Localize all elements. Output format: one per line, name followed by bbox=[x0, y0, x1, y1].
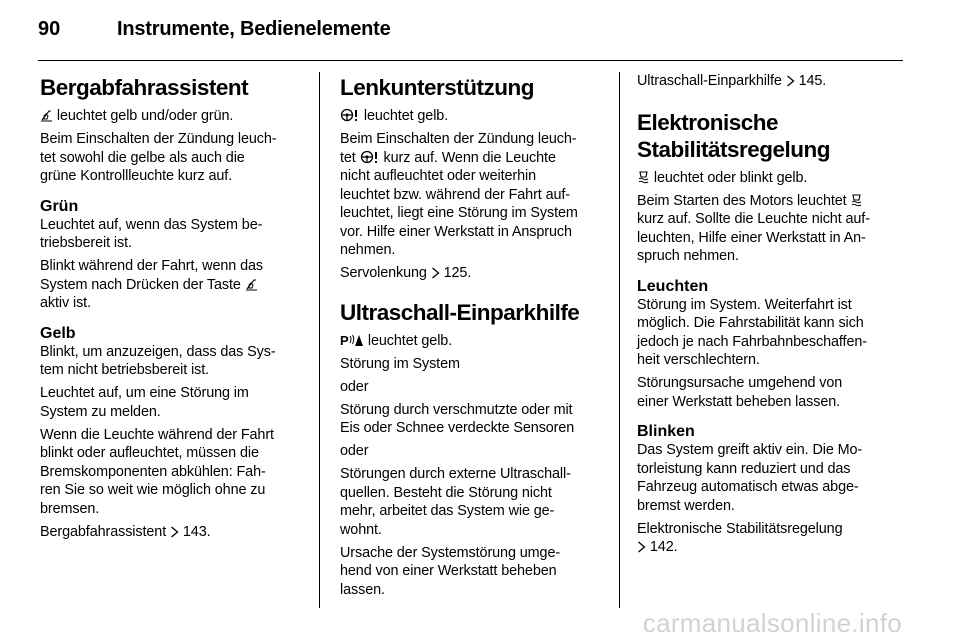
line: mehr, arbeitet das System wie ge- bbox=[340, 503, 555, 519]
reference-arrow-icon bbox=[170, 526, 179, 538]
line: System nach Drücken der Taste bbox=[40, 276, 241, 293]
line: bremsen. bbox=[40, 500, 100, 517]
paragraph bbox=[637, 192, 903, 266]
power-steering-icon bbox=[340, 108, 360, 122]
line: Eis oder Schnee verdeckte Sensoren bbox=[340, 420, 575, 436]
reference-arrow-icon bbox=[637, 541, 646, 553]
line: Leuchtet auf, um eine Störung im bbox=[40, 385, 249, 401]
line: leuchten, Hilfe einer Werkstatt in An- bbox=[637, 229, 866, 246]
paragraph bbox=[340, 465, 606, 539]
line: nehmen. bbox=[340, 242, 396, 258]
esc-icon bbox=[850, 193, 863, 207]
line: leuchtet bzw. während der Fahrt auf- bbox=[340, 186, 570, 203]
paragraph bbox=[637, 169, 903, 188]
svg-text:P: P bbox=[340, 332, 349, 347]
ref-page: 125. bbox=[443, 265, 472, 281]
section-heading-esc bbox=[637, 109, 903, 163]
line: jedoch je nach Fahrbahnbeschaffen- bbox=[637, 333, 867, 350]
line: Leuchtet auf, wenn das System be- bbox=[40, 216, 263, 233]
heading-line: Stabilitätsregelung bbox=[637, 136, 831, 162]
paragraph bbox=[40, 216, 306, 253]
hill-descent-icon bbox=[40, 108, 53, 122]
cross-reference[interactable] bbox=[637, 520, 903, 557]
line: Das System greift aktiv ein. Die Mo- bbox=[637, 442, 863, 458]
line: Blinkt, um anzuzeigen, dass das Sys- bbox=[40, 343, 276, 360]
subheading-blinken: Blinken bbox=[637, 423, 695, 440]
line: Störung durch verschmutzte oder mit bbox=[340, 401, 573, 418]
line: Störung im System. Weiterfahrt ist bbox=[637, 296, 852, 313]
parking-assist-icon bbox=[340, 333, 364, 347]
line: Störungsursache umgehend von bbox=[637, 375, 843, 391]
text: leuchtet gelb. bbox=[363, 108, 449, 124]
line: möglich. Die Fahrstabilität kann sich bbox=[637, 315, 864, 331]
paragraph bbox=[340, 130, 606, 260]
column-divider-1 bbox=[319, 72, 320, 608]
line: Blinkt während der Fahrt, wenn das bbox=[40, 258, 263, 274]
line: vor. Hilfe einer Werkstatt in Anspruch bbox=[340, 223, 572, 240]
cross-reference[interactable] bbox=[40, 523, 306, 542]
line: torleistung kann reduziert und das bbox=[637, 460, 851, 477]
column-2 bbox=[340, 66, 606, 604]
paragraph bbox=[637, 374, 903, 411]
page-title: Instrumente, Bedienelemente bbox=[117, 18, 391, 40]
paragraph bbox=[40, 107, 306, 126]
paragraph: oder bbox=[340, 378, 369, 395]
line: Beim Einschalten der Zündung leuch- bbox=[40, 131, 277, 147]
section-heading-ultraschall: Ultraschall-Einparkhilfe bbox=[340, 299, 580, 325]
reference-arrow-icon bbox=[431, 267, 440, 279]
line: Beim Starten des Motors leuchtet bbox=[637, 192, 847, 209]
subheading-leuchten: Leuchten bbox=[637, 277, 709, 295]
paragraph: oder bbox=[340, 443, 369, 459]
text: leuchtet gelb und/oder grün. bbox=[56, 108, 234, 124]
ref-text: Bergabfahrassistent bbox=[40, 523, 167, 540]
heading-line: Elektronische bbox=[637, 109, 779, 135]
line: triebsbereit ist. bbox=[40, 235, 132, 251]
paragraph bbox=[40, 426, 306, 519]
line: Störungen durch externe Ultraschall- bbox=[340, 466, 571, 482]
column-divider-2 bbox=[619, 72, 620, 608]
line: leuchtet, liegt eine Störung im System bbox=[340, 205, 578, 221]
line: einer Werkstatt beheben lassen. bbox=[637, 393, 841, 410]
line: spruch nehmen. bbox=[637, 248, 739, 264]
hill-descent-icon bbox=[245, 277, 258, 291]
line: quellen. Besteht die Störung nicht bbox=[340, 484, 552, 501]
line: Bremskomponenten abkühlen: Fah- bbox=[40, 463, 266, 480]
paragraph: Störung im System bbox=[340, 355, 460, 372]
subheading-gelb: Gelb bbox=[40, 324, 76, 342]
line: wohnt. bbox=[340, 521, 382, 538]
line: lassen. bbox=[340, 581, 385, 598]
paragraph bbox=[340, 107, 606, 126]
paragraph bbox=[40, 384, 306, 421]
line: tet bbox=[340, 149, 356, 166]
line: kurz auf. Sollte die Leuchte nicht auf- bbox=[637, 211, 870, 227]
subheading-gruen: Grün bbox=[40, 197, 79, 215]
paragraph bbox=[40, 343, 306, 380]
line: aktiv ist. bbox=[40, 295, 91, 311]
text: leuchtet gelb. bbox=[367, 332, 453, 349]
column-3 bbox=[637, 66, 903, 561]
cross-reference[interactable] bbox=[637, 72, 903, 91]
line: hend von einer Werkstatt beheben bbox=[340, 563, 557, 579]
line: kurz auf. Wenn die Leuchte bbox=[383, 149, 556, 166]
line: heit verschlechtern. bbox=[637, 352, 760, 368]
ref-text: Servolenkung bbox=[340, 265, 427, 281]
line: nicht aufleuchtet oder weiterhin bbox=[340, 168, 536, 184]
ref-text: Ultraschall-Einparkhilfe bbox=[637, 73, 782, 89]
ref-page: 145. bbox=[798, 73, 827, 89]
ref-page: 143. bbox=[182, 523, 211, 540]
line: Fahrzeug automatisch etwas abge- bbox=[637, 479, 859, 495]
paragraph bbox=[637, 296, 903, 370]
line: System zu melden. bbox=[40, 403, 161, 420]
page-header bbox=[38, 14, 903, 54]
paragraph bbox=[637, 441, 903, 515]
paragraph bbox=[40, 130, 306, 186]
watermark: carmanualsonline.info bbox=[642, 608, 902, 638]
paragraph bbox=[340, 544, 606, 600]
section-heading-bergabfahrassistent: Bergabfahrassistent bbox=[40, 75, 249, 100]
paragraph bbox=[340, 332, 606, 351]
line: tet sowohl die gelbe als auch die bbox=[40, 149, 245, 166]
page-number: 90 bbox=[38, 18, 61, 40]
power-steering-icon bbox=[360, 150, 380, 164]
paragraph bbox=[340, 401, 606, 438]
line: grüne Kontrollleuchte kurz auf. bbox=[40, 168, 233, 184]
text: leuchtet oder blinkt gelb. bbox=[653, 169, 808, 186]
ref-page: 142. bbox=[649, 539, 678, 555]
column-1 bbox=[40, 66, 306, 546]
line: Ursache der Systemstörung umge- bbox=[340, 544, 561, 561]
line: ren Sie so weit wie möglich ohne zu bbox=[40, 482, 266, 498]
line: Wenn die Leuchte während der Fahrt bbox=[40, 426, 274, 443]
header-rule bbox=[38, 60, 903, 61]
esc-icon bbox=[637, 170, 650, 184]
ref-text: Elektronische Stabilitätsregelung bbox=[637, 520, 843, 537]
section-heading-lenkunterstuetzung: Lenkunterstützung bbox=[340, 75, 534, 100]
reference-arrow-icon bbox=[786, 75, 795, 87]
paragraph bbox=[40, 257, 306, 313]
line: Beim Einschalten der Zündung leuch- bbox=[340, 131, 577, 147]
cross-reference[interactable] bbox=[340, 264, 606, 283]
line: blinkt oder aufleuchtet, müssen die bbox=[40, 445, 259, 461]
line: bremst werden. bbox=[637, 497, 735, 514]
line: tem nicht betriebsbereit ist. bbox=[40, 362, 210, 378]
